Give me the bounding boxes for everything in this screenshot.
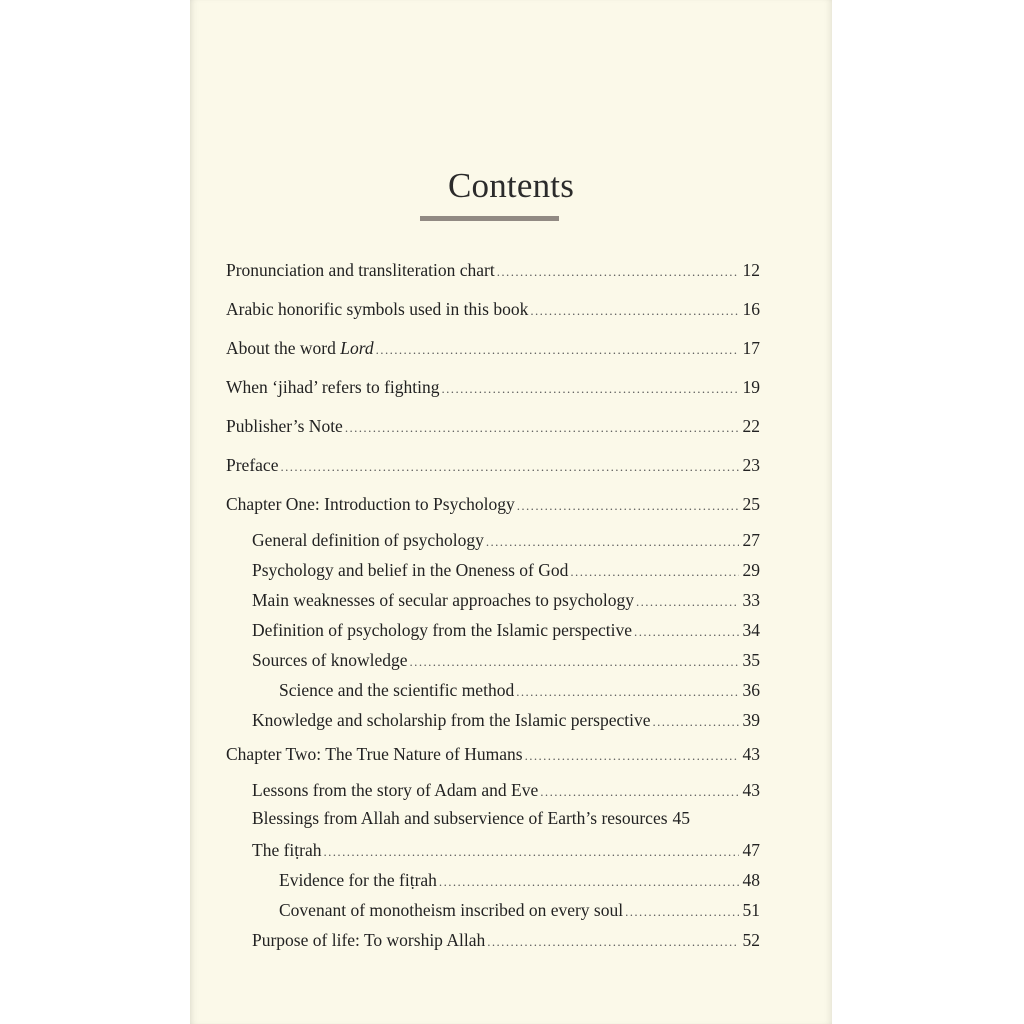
dot-leader [280, 455, 738, 479]
toc-entry-label-italic: Lord [340, 338, 374, 358]
toc-entry-honorific-symbols[interactable] [226, 297, 760, 321]
toc-entry-label: Covenant of monotheism inscribed on every soul [279, 900, 624, 920]
dot-leader [345, 416, 739, 440]
dot-leader [652, 710, 738, 734]
toc-entry-adam-and-eve[interactable] [252, 778, 760, 802]
toc-entry-page: 51 [742, 900, 760, 920]
dot-leader [410, 650, 739, 674]
toc-entry-purpose-of-life[interactable] [252, 928, 760, 952]
dot-leader [625, 900, 738, 924]
toc-entry-islamic-definition[interactable] [252, 618, 760, 642]
toc-entry-label: Main weaknesses of secular approaches to psychology [252, 590, 634, 610]
toc-entry-page: 48 [742, 870, 760, 890]
dot-leader [376, 338, 739, 362]
toc-entry-label: General definition of psychology [252, 530, 484, 550]
toc-entry-label-text: About the word [226, 338, 341, 358]
toc-entry-evidence-fitrah[interactable] [279, 868, 760, 892]
toc-entry-page: 39 [742, 710, 760, 730]
toc-entry-covenant-monotheism[interactable] [279, 898, 760, 922]
toc-entry-chapter-one[interactable] [226, 492, 760, 516]
toc-entry-page: 16 [742, 299, 760, 319]
toc-entry-label: Preface [226, 455, 279, 475]
toc-entry-page: 34 [742, 620, 760, 640]
toc-entry-page: 12 [742, 260, 760, 280]
toc-entry-label [226, 336, 374, 360]
dot-leader [487, 930, 738, 954]
toc-entry-label: Psychology and belief in the Oneness of God [252, 560, 569, 580]
toc-entry-label: Arabic honorific symbols used in this book [226, 299, 529, 319]
dot-leader [530, 299, 738, 323]
toc-entry-page: 25 [742, 494, 760, 514]
toc-entry-page: 52 [742, 930, 760, 950]
toc-entry-label: The fiṭrah [252, 840, 322, 860]
dot-leader [442, 377, 739, 401]
toc-entry-page: 36 [742, 680, 760, 700]
toc-entry-general-definition[interactable] [252, 528, 760, 552]
dot-leader [570, 560, 738, 584]
toc-entry-label: Sources of knowledge [252, 650, 408, 670]
page-title: Contents [447, 166, 575, 205]
table-of-contents [190, 0, 832, 1024]
toc-entry-label: When ‘jihad’ refers to fighting [226, 377, 440, 397]
toc-entry-preface[interactable] [226, 453, 760, 477]
dot-leader [636, 590, 739, 614]
toc-entry-label: Lessons from the story of Adam and Eve [252, 780, 539, 800]
toc-entry-label: Blessings from Allah and subservience of Earth’s resources [252, 808, 668, 828]
toc-entry-page: 19 [742, 377, 760, 397]
dot-leader [540, 780, 738, 804]
toc-entry-jihad-fighting[interactable] [226, 375, 760, 399]
toc-entry-label: Publisher’s Note [226, 416, 343, 436]
toc-entry-blessings-from-allah[interactable] [252, 806, 760, 830]
toc-entry-scientific-method[interactable] [279, 678, 760, 702]
dot-leader [634, 620, 738, 644]
toc-entry-label: Chapter One: Introduction to Psychology [226, 494, 515, 514]
toc-entry-label: Purpose of life: To worship Allah [252, 930, 486, 950]
dot-leader [439, 870, 739, 894]
toc-entry-page: 17 [742, 338, 760, 358]
toc-entry-page: 47 [742, 840, 760, 860]
toc-entry-label: Definition of psychology from the Islamic perspective [252, 620, 633, 640]
book-page [190, 0, 832, 1024]
toc-entry-page: 43 [742, 744, 760, 764]
toc-entry-label: Pronunciation and transliteration chart [226, 260, 495, 280]
toc-entry-page: 43 [742, 780, 760, 800]
toc-entry-secular-weaknesses[interactable] [252, 588, 760, 612]
toc-entry-pronunciation-chart[interactable] [226, 258, 760, 282]
dot-leader [323, 840, 738, 864]
toc-entry-page: 27 [742, 530, 760, 550]
toc-entry-oneness-of-god[interactable] [252, 558, 760, 582]
toc-entry-label: Evidence for the fiṭrah [279, 870, 437, 890]
toc-entry-chapter-two[interactable] [226, 742, 760, 766]
toc-entry-label: Chapter Two: The True Nature of Humans [226, 744, 523, 764]
dot-leader [497, 260, 739, 284]
toc-entry-label: Science and the scientific method [279, 680, 515, 700]
toc-entry-knowledge-scholarship[interactable] [252, 708, 760, 732]
toc-entry-sources-of-knowledge[interactable] [252, 648, 760, 672]
toc-entry-page: 29 [742, 560, 760, 580]
toc-entry-word-lord[interactable] [226, 336, 760, 360]
toc-entry-page: 33 [742, 590, 760, 610]
toc-entry-the-fitrah[interactable] [252, 838, 760, 862]
dot-leader [486, 530, 739, 554]
toc-entry-page: 23 [742, 455, 760, 475]
dot-leader [516, 680, 738, 704]
toc-entry-label: Knowledge and scholarship from the Islamic perspective [252, 710, 651, 730]
toc-entry-page: 45 [672, 808, 691, 828]
toc-entry-page: 35 [742, 650, 760, 670]
toc-entry-publishers-note[interactable] [226, 414, 760, 438]
toc-entry-page: 22 [742, 416, 760, 436]
dot-leader [517, 494, 739, 518]
dot-leader [525, 744, 739, 768]
